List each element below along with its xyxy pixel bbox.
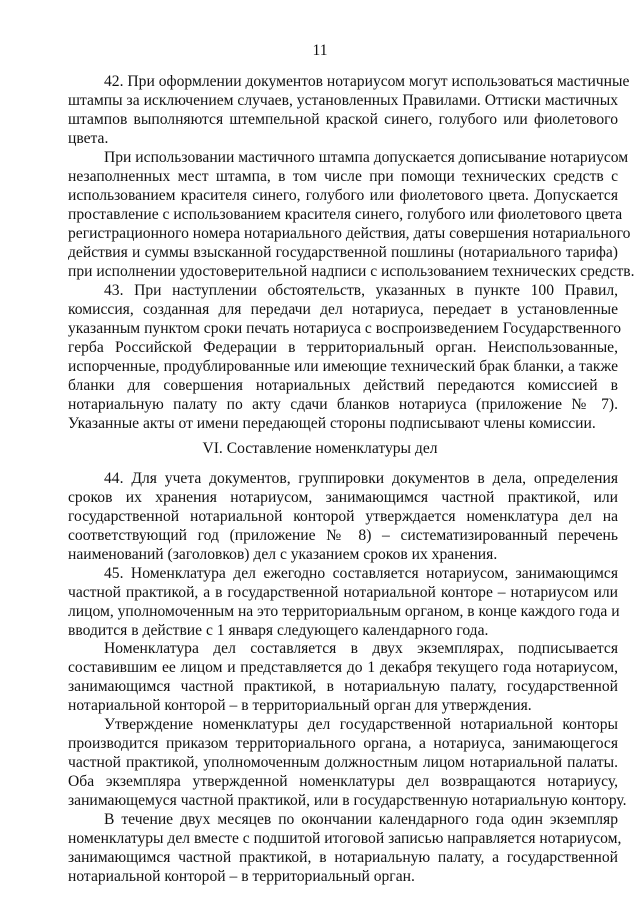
text-line: соответствующий год (приложение № 8) – систематизированный перечень xyxy=(68,526,618,544)
text-line: При использовании мастичного штампа допускается дописывание нотариусом xyxy=(104,149,629,166)
text-line: 42. При оформлении документов нотариусом могут использоваться мастичные xyxy=(104,73,630,90)
text-line: занимающимся частной практикой, в нотариальную палату, государственной xyxy=(68,678,618,696)
text-line: нотариальной конторой – в территориальный орган для утверждения. xyxy=(68,697,532,715)
text-line: бланки для совершения нотариальных действий передаются комиссией в xyxy=(68,377,618,394)
text-line: Оба экземпляра утвержденной номенклатуры дел возвращаются нотариусу, xyxy=(68,773,618,790)
text-line: государственной нотариальной конторой утверждается номенклатура дел на xyxy=(68,507,618,525)
page-number: 11 xyxy=(312,42,328,59)
text-line: герба Российской Федерации в территориальный орган. Неиспользованные, xyxy=(68,339,618,356)
text-line: нотариальной конторой – в территориальный орган. xyxy=(68,867,415,885)
text-line: нотариальную палату по акту сдачи бланков нотариуса (приложение № 7). xyxy=(68,396,618,413)
section-heading: VI. Составление номенклатуры дел xyxy=(202,440,438,457)
text-line: Номенклатура дел составляется в двух экземплярах, подписывается xyxy=(104,640,618,658)
paragraph xyxy=(68,281,622,433)
text-line: регистрационного номера нотариального действия, даты совершения нотариального xyxy=(68,225,631,242)
text-line: сроков их хранения нотариусом, занимающимся частной практикой, или xyxy=(68,488,618,506)
text-line: использованием красителя синего, голубого или фиолетового цвета. Допускается xyxy=(68,187,618,204)
paragraph xyxy=(68,72,630,148)
text-line: В течение двух месяцев по окончании календарного года один экземпляр xyxy=(104,810,618,828)
text-line: проставление с использованием красителя синего, голубого или фиолетового цвета xyxy=(68,206,623,223)
text-line: испорченные, продублированные или имеющие технический брак бланки, а также xyxy=(68,358,618,375)
text-line: занимающимся частной практикой, в нотариальную палату, а государственной xyxy=(68,848,618,866)
text-line: штампов выполняются штемпельной краской синего, голубого или фиолетового xyxy=(68,111,618,128)
paragraph xyxy=(68,640,618,716)
text-line: при исполнении удостоверительной надписи с использованием технических средств. xyxy=(68,263,635,280)
text-line: занимающемуся частной практикой, или в государственную нотариальную контору. xyxy=(68,791,627,809)
text-line: номенклатуры дел вместе с подшитой итоговой записью направляется нотариусом, xyxy=(68,829,622,847)
text-line: составившим ее лицом и представляется до 1 декабря текущего года нотариусом, xyxy=(68,659,618,677)
text-line: 45. Номенклатура дел ежегодно составляется нотариусом, занимающимся xyxy=(104,564,618,582)
text-line: Утверждение номенклатуры дел государственной нотариальной конторы xyxy=(104,716,618,734)
paragraph xyxy=(68,148,635,281)
paragraph xyxy=(68,565,618,641)
text-line: наименований (заголовков) дел с указанием сроков их хранения. xyxy=(68,545,498,563)
text-line: 43. При наступлении обстоятельств, указанных в пункте 100 Правил, xyxy=(104,282,618,299)
text-line: указанным пунктом сроки печать нотариуса с воспроизведением Государственного xyxy=(68,320,622,337)
text-line: частной практикой, уполномоченным должностным лицом нотариальной палаты. xyxy=(68,754,618,772)
text-line: вводится в действие с 1 января следующего календарного года. xyxy=(68,621,489,639)
paragraph xyxy=(68,810,622,887)
text-line: Указанные акты от имени передающей стороны подписывают члены комиссии. xyxy=(68,415,596,432)
text-line: незаполненных мест штампа, в том числе при помощи технических средств с xyxy=(68,168,618,185)
section-2-text xyxy=(68,470,627,887)
text-line: цвета. xyxy=(68,130,109,147)
paragraph xyxy=(68,470,618,565)
paragraph xyxy=(68,716,627,811)
text-line: лицом, уполномоченным на это территориальным органом, в конце каждого года и xyxy=(68,602,620,620)
text-line: 44. Для учета документов, группировки документов в дела, определения xyxy=(104,470,618,487)
section-1-text xyxy=(68,72,635,433)
text-line: штампы за исключением случаев, установленных Правилами. Оттиски мастичных xyxy=(68,92,618,109)
text-line: производится приказом территориального органа, а нотариуса, занимающегося xyxy=(68,735,618,753)
text-line: действия и суммы взысканной государственной пошлины (нотариального тарифа) xyxy=(68,244,618,261)
text-line: частной практикой, а в государственной нотариальной конторе – нотариусом или xyxy=(68,583,618,601)
text-line: комиссия, созданная для передачи дел нотариуса, передает в установленные xyxy=(68,301,618,318)
